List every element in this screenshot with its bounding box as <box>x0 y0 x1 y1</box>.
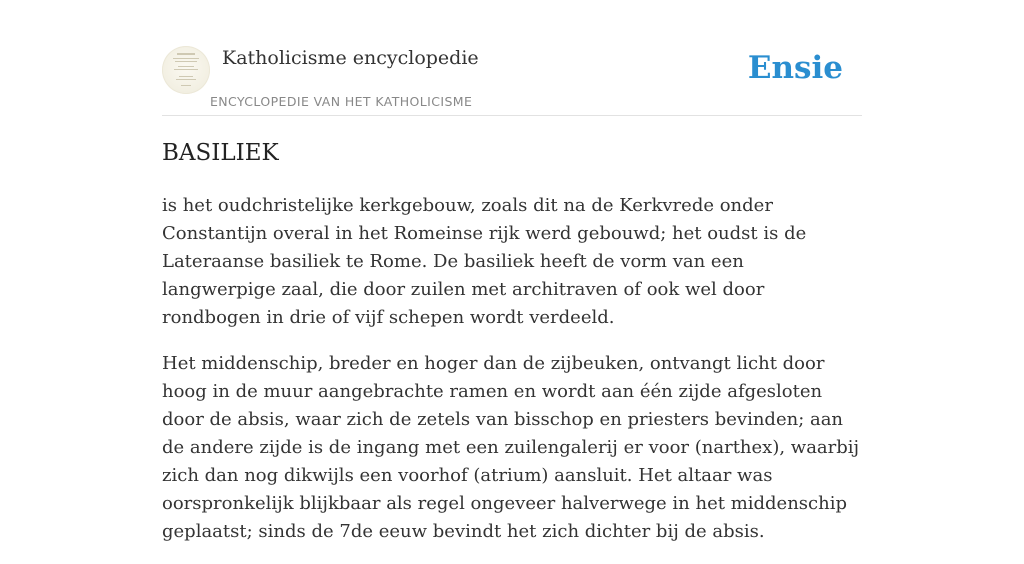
site-title[interactable]: Katholicisme encyclopedie <box>222 47 479 69</box>
article-title: BASILIEK <box>162 140 279 166</box>
article-paragraph: is het oudchristelijke kerkgebouw, zoals dit na de Kerkvrede onder Constantijn overal in het Romeinse rijk werd gebouwd; het oudst is de Lateraanse basiliek te Rome. De basiliek heeft de vorm van een langwerpige zaal, die door zuilen met architraven of ook wel door rondbogen in drie of vijf schepen wordt verdeeld. <box>162 195 807 328</box>
site-header <box>162 44 862 116</box>
ensie-logo-link[interactable]: Ensie <box>747 50 843 86</box>
site-subtitle: ENCYCLOPEDIE VAN HET KATHOLICISME <box>210 94 473 109</box>
encyclopedia-cover-avatar[interactable] <box>162 46 210 94</box>
article-paragraph: Het middenschip, breder en hoger dan de zijbeuken, ontvangt licht door hoog in de muur aangebrachte ramen en wordt aan één zijde afgesloten door de absis, waar zich de zetels van bisschop en priesters bevinden; aan de andere zijde is de ingang met een zuilengalerij er voor (narthex), waarbij zich dan nog dikwijls een voorhof (atrium) aansluit. Het altaar was oorspronkelijk blijkbaar als regel ongeveer halverwege in het middenschip geplaatst; sinds de 7de eeuw bevindt het zich dichter bij de absis. <box>162 353 860 542</box>
article-body <box>162 192 862 564</box>
